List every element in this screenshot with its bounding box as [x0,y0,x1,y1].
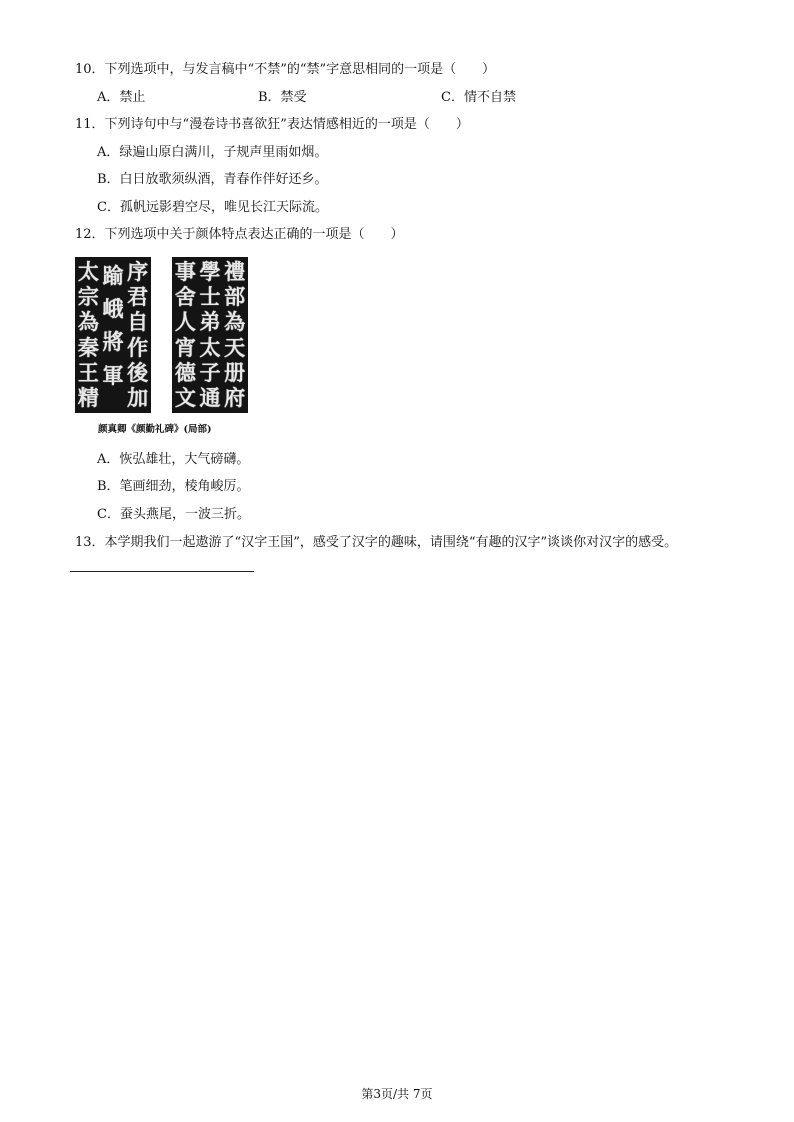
rubbing-column: 事 舍 人 宵 德 文 [174,258,196,411]
rubbing-column: 序 君 自 作 後 加 [127,258,149,411]
question-11-option-a: A．绿遍山原白满川，子规声里雨如烟。 [97,145,328,160]
question-10-option-a: A．禁止 [97,90,146,105]
question-12-option-b: B．笔画细劲，棱角峻厉。 [97,479,250,494]
rubbing-column: 太 宗 為 秦 王 精 [77,258,99,411]
rubbing-column: 學 士 弟 太 子 通 [199,258,221,411]
question-10-stem: 10．下列选项中，与发言稿中“不禁”的“禁”字意思相同的一项是（ ） [75,62,496,77]
question-11-stem: 11．下列诗句中与“漫卷诗书喜欲狂”表达情感相近的一项是（ ） [75,117,469,132]
question-11-option-b: B．白日放歌须纵酒，青春作伴好还乡。 [97,172,328,187]
answer-line [70,571,254,572]
question-13-stem: 13．本学期我们一起遨游了“汉字王国”，感受了汉字的趣味，请围绕“有趣的汉字”谈谈你对汉字的感受。 [75,535,678,550]
rubbing-column: 踰 峨 將 軍 [102,262,124,388]
image-caption: 颜真卿《颜勤礼碑》(局部) [98,424,212,435]
question-12-stem: 12．下列选项中关于颜体特点表达正确的一项是（ ） [75,227,404,242]
question-10-option-c: C．情不自禁 [441,90,516,105]
rubbing-column: 禮 部 為 天 册 府 [224,258,246,411]
question-12-option-a: A．恢弘雄壮，大气磅礴。 [97,452,250,467]
question-12-option-c: C．蚕头燕尾，一波三折。 [97,507,250,522]
calligraphy-rubbing-left-image [75,257,151,413]
page-number-footer: 第3页/共 7页 [361,1087,433,1101]
question-11-option-c: C．孤帆远影碧空尽，唯见长江天际流。 [97,200,328,215]
question-10-option-b: B．禁受 [258,90,307,105]
calligraphy-rubbing-right-image [172,257,248,413]
